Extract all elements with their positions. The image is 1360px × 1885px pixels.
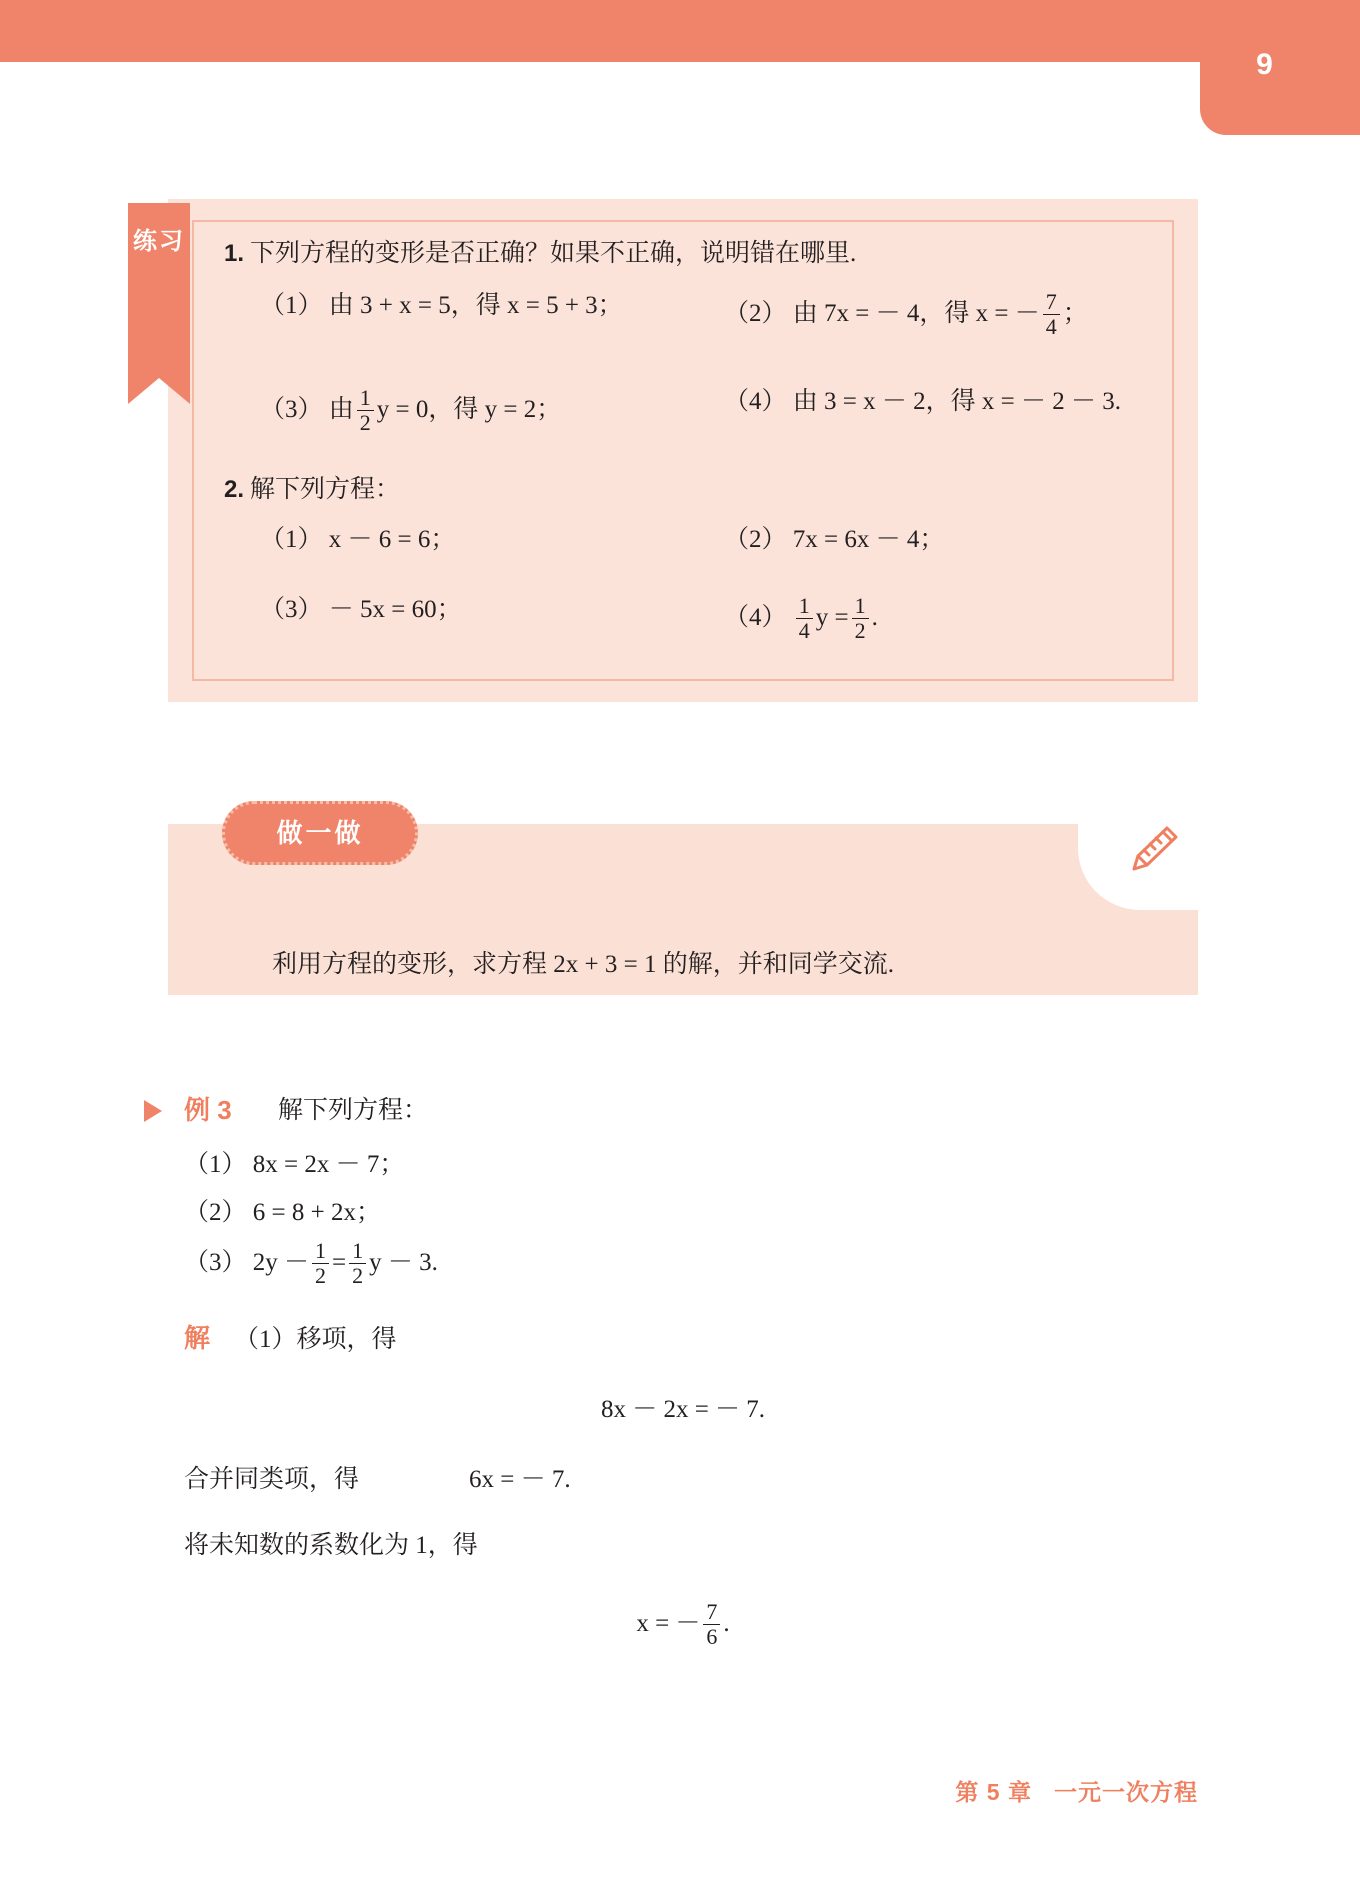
do-it-text: 利用方程的变形，求方程 2x + 3 = 1 的解，并和同学交流. (272, 951, 894, 978)
fraction-denominator: 4 (1043, 314, 1060, 339)
example-item-2 (184, 1192, 1198, 1226)
fraction-denominator: 2 (349, 1263, 366, 1288)
example-item-1 (184, 1144, 1198, 1178)
example-item-3-mid: = (332, 1248, 347, 1276)
example-title: 解下列方程： (278, 1097, 429, 1124)
q2-item-2-text: 7x = 6x － 4； (792, 526, 945, 553)
q1-item-3-tail: y = 0，得 y = 2； (376, 395, 562, 423)
q1-item-1 (260, 291, 623, 321)
fraction-numerator: 7 (1045, 289, 1057, 314)
do-it-badge (222, 801, 418, 865)
fraction-numerator: 1 (352, 1238, 364, 1263)
q1-item-2-text: 由 7x = － 4，得 x = － (792, 299, 1040, 327)
example-label: 例 3 (184, 1095, 232, 1125)
q2-item-1-marker: （1） (260, 526, 323, 553)
example-item-1-text: 8x = 2x － 7； (252, 1151, 405, 1178)
practice-question-1 (224, 239, 1178, 269)
fraction-denominator: 2 (852, 618, 869, 643)
header-bar (0, 0, 1200, 62)
example-item-2-marker: （2） (184, 1199, 247, 1226)
q2-item-2-marker: （2） (724, 526, 787, 553)
solution-equation-1: 8x － 2x = － 7. (600, 1396, 766, 1423)
example-item-3-marker: （3） (184, 1248, 247, 1276)
solution-equation-3-tail: . (723, 1609, 730, 1637)
example-item-3 (184, 1240, 1198, 1300)
example-item-2-text: 6 = 8 + 2x； (252, 1199, 381, 1226)
q1-item-2-marker: （2） (724, 299, 787, 327)
q2-item-4-fraction-2 (852, 594, 869, 643)
example-block (168, 1090, 1198, 1672)
practice-content (224, 239, 1178, 657)
q1-item-2-fraction (1043, 290, 1060, 339)
question-2-number: 2. (224, 476, 245, 503)
fraction-denominator: 2 (312, 1263, 329, 1288)
q2-item-1 (260, 525, 455, 555)
fraction-denominator: 2 (357, 410, 374, 435)
q1-item-3 (260, 387, 561, 436)
question-2-text: 解下列方程： (250, 476, 401, 503)
example-item-3-tail: y － 3. (369, 1248, 438, 1276)
solution-step-1-text: （1）移项，得 (234, 1326, 397, 1353)
fraction-denominator: 6 (703, 1624, 720, 1649)
example-item-3-fraction-2 (349, 1239, 366, 1288)
practice-tab-label: 练习 (133, 228, 185, 255)
q2-item-4-mid: y = (815, 603, 849, 631)
q1-item-4-text: 由 3 = x － 2，得 x = － 2 － 3. (792, 388, 1121, 415)
example-heading (168, 1090, 1198, 1132)
fraction-numerator: 1 (359, 385, 371, 410)
footer-chapter-title: 一元一次方程 (1054, 1779, 1198, 1805)
q2-item-4 (724, 595, 878, 644)
example-item-3-fraction-1 (312, 1239, 329, 1288)
q2-item-4-tail: . (871, 603, 878, 631)
q1-item-1-text: 由 3 + x = 5，得 x = 5 + 3； (328, 292, 623, 319)
question-1-number: 1. (224, 240, 245, 267)
practice-q2-row-1 (224, 525, 1178, 577)
practice-tab-notch (128, 378, 190, 404)
solution-equation-3-fraction (703, 1600, 720, 1649)
fraction-denominator: 4 (796, 618, 813, 643)
q2-item-3 (260, 595, 462, 625)
q2-item-3-marker: （3） (260, 596, 323, 623)
fraction-numerator: 1 (315, 1238, 327, 1263)
pencil-ruler-icon (1122, 820, 1184, 882)
solution-equation-3-prefix: x = － (636, 1609, 701, 1637)
footer-chapter-number: 第 5 章 (955, 1779, 1032, 1805)
solution-step-2-text: 合并同类项，得 (184, 1466, 360, 1493)
solution-step-2 (184, 1459, 1198, 1495)
solution-equation-3 (168, 1601, 1198, 1650)
q2-item-2 (724, 525, 944, 555)
q1-item-3-marker: （3） (260, 395, 323, 423)
practice-panel (168, 199, 1198, 702)
q1-item-4-marker: （4） (724, 388, 787, 415)
page-number: 9 (1256, 48, 1274, 81)
q1-item-2-tail: ； (1062, 299, 1088, 327)
question-1-text: 下列方程的变形是否正确？如果不正确，说明错在哪里. (250, 240, 857, 267)
q2-item-4-fraction-1 (796, 594, 813, 643)
footer-chapter-info (955, 1774, 1198, 1807)
q2-item-1-text: x － 6 = 6； (328, 526, 456, 553)
q1-item-3-fraction (357, 386, 374, 435)
practice-q2-row-2 (224, 595, 1178, 657)
practice-tab (128, 203, 190, 378)
practice-q1-row-1 (224, 291, 1178, 353)
solution-equation-2: 6x = － 7. (469, 1466, 571, 1493)
triangle-marker-icon (144, 1100, 162, 1122)
q1-item-2 (724, 291, 1088, 340)
solution-step-1 (184, 1318, 1198, 1355)
solution-label: 解 (184, 1323, 211, 1353)
fraction-numerator: 1 (798, 593, 810, 618)
q1-item-4 (724, 387, 1121, 417)
q1-item-1-marker: （1） (260, 292, 323, 319)
solution-step-3: 将未知数的系数化为 1，得 (184, 1532, 478, 1559)
fraction-numerator: 7 (706, 1599, 718, 1624)
practice-q1-row-2 (224, 387, 1178, 449)
fraction-numerator: 1 (854, 593, 866, 618)
example-item-3-text: 2y － (252, 1248, 310, 1276)
practice-question-2 (224, 475, 1178, 505)
do-it-badge-label: 做一做 (276, 818, 364, 848)
q2-item-4-marker: （4） (724, 603, 787, 631)
example-item-1-marker: （1） (184, 1151, 247, 1178)
q2-item-3-text: － 5x = 60； (328, 596, 462, 623)
q1-item-3-text: 由 (328, 395, 354, 423)
